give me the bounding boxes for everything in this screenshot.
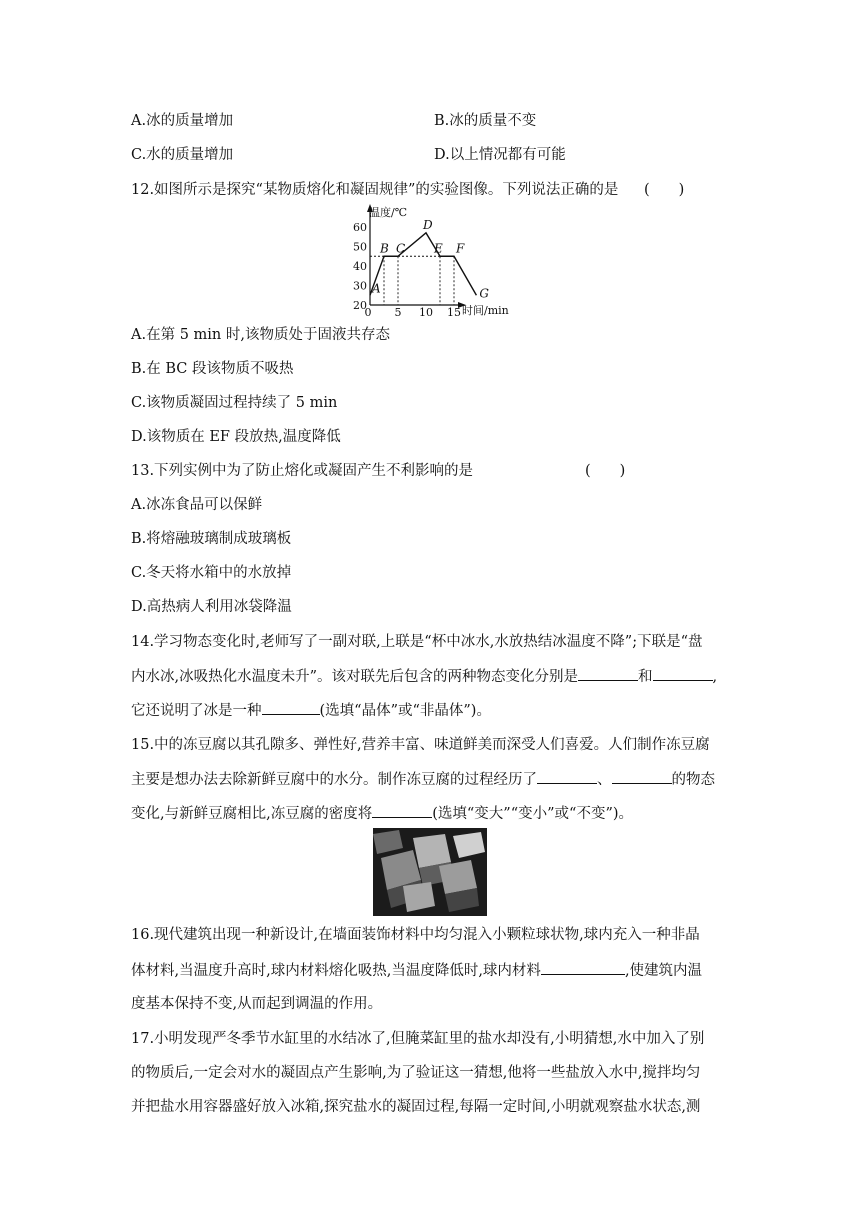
q15-line-2: 主要是想办法去除新鲜豆腐中的水分。制作冻豆腐的过程经历了 、 的物态	[131, 769, 715, 790]
chart-y-ticks	[353, 221, 367, 312]
q11-option-b: B.冰的质量不变	[434, 113, 537, 129]
q12-option-d: D.该物质在 EF 段放热,温度降低	[131, 429, 341, 445]
q13-option-a: A.冰冻食品可以保鲜	[131, 497, 263, 513]
q12-option-c: C.该物质凝固过程持续了 5 min	[131, 395, 338, 411]
chart-x-ticks	[365, 306, 462, 319]
q13-option-c: C.冬天将水箱中的水放掉	[131, 565, 292, 581]
q11-option-c: C.水的质量增加	[131, 147, 234, 163]
frozen-tofu-photo	[373, 828, 487, 916]
q11-option-d: D.以上情况都有可能	[434, 147, 566, 163]
q15-blank-3[interactable]	[372, 803, 432, 818]
chart-point-label: E	[434, 241, 443, 256]
chart-x-tick-label: 10	[419, 306, 433, 319]
chart-x-tick-label: 5	[394, 306, 402, 319]
q14-line-1: 14.学习物态变化时,老师写了一副对联,上联是“杯中冰水,水放热结冰温度不降”;下联是“盘	[131, 634, 703, 650]
q14-line-3: 它还说明了冰是一种 (选填“晶体”或“非晶体”)。	[131, 700, 491, 721]
q16-blank-1[interactable]	[541, 960, 625, 975]
chart-point-label: G	[479, 286, 489, 301]
q13-option-b: B.将熔融玻璃制成玻璃板	[131, 531, 292, 547]
q12-option-a: A.在第 5 min 时,该物质处于固液共存态	[131, 327, 390, 343]
chart-point-label: F	[456, 241, 465, 256]
melting-curve-chart	[345, 200, 515, 322]
q17-line-3: 并把盐水用容器盛好放入冰箱,探究盐水的凝固过程,每隔一定时间,小明就观察盐水状态,测	[131, 1099, 701, 1115]
q16-line-1: 16.现代建筑出现一种新设计,在墙面装饰材料中均匀混入小颗粒球状物,球内充入一种非晶	[131, 927, 700, 943]
q13-answer-paren: ( )	[585, 463, 626, 479]
chart-y-tick-label: 50	[353, 240, 367, 254]
q12-answer-paren: ( )	[644, 182, 685, 198]
q13-option-d: D.高热病人利用冰袋降温	[131, 599, 292, 615]
q15-line-3: 变化,与新鲜豆腐相比,冻豆腐的密度将 (选填“变大”“变小”或“不变”)。	[131, 803, 633, 824]
q14-blank-1[interactable]	[578, 666, 638, 681]
q17-line-1: 17.小明发现严冬季节水缸里的水结冰了,但腌菜缸里的盐水却没有,小明猜想,水中加入了别	[131, 1031, 705, 1047]
q15-blank-2[interactable]	[612, 769, 672, 784]
chart-point-label: B	[380, 241, 389, 256]
chart-y-tick-label: 30	[353, 279, 367, 293]
q15-line-1: 15.中的冻豆腐以其孔隙多、弹性好,营养丰富、味道鲜美而深受人们喜爱。人们制作冻豆腐	[131, 737, 710, 753]
chart-x-tick-label: 0	[364, 306, 372, 319]
q12-option-b: B.在 BC 段该物质不吸热	[131, 361, 294, 377]
chart-y-tick-label: 40	[353, 260, 367, 273]
q17-line-2: 的物质后,一定会对水的凝固点产生影响,为了验证这一猜想,他将一些盐放入水中,搅拌均匀	[131, 1065, 701, 1081]
q16-line-3: 度基本保持不变,从而起到调温的作用。	[131, 996, 383, 1012]
chart-ylabel: 温度/℃	[369, 206, 408, 219]
q14-blank-2[interactable]	[653, 666, 713, 681]
chart-x-tick-label: 15	[447, 306, 461, 319]
chart-y-tick-label: 20	[353, 299, 367, 312]
q16-line-2: 体材料,当温度升高时,球内材料熔化吸热,当温度降低时,球内材料 ,使建筑内温	[131, 960, 702, 981]
q11-option-a: A.冰的质量增加	[131, 113, 234, 129]
chart-y-tick-label: 60	[353, 221, 367, 234]
chart-point-label: A	[372, 281, 381, 296]
q14-line-2: 内水冰,冰吸热化水温度未升”。该对联先后包含的两种物态变化分别是 和 ,	[131, 666, 717, 687]
chart-guides	[370, 256, 454, 305]
chart-point-label: D	[423, 217, 433, 232]
q12-stem: 12.如图所示是探究“某物质熔化和凝固规律”的实验图像。下列说法正确的是	[131, 182, 619, 198]
chart-xlabel: 时间/min	[462, 304, 509, 317]
chart-point-label: C	[396, 241, 406, 256]
q14-blank-3[interactable]	[262, 700, 320, 715]
q15-blank-1[interactable]	[537, 769, 597, 784]
q13-stem: 13.下列实例中为了防止熔化或凝固产生不利影响的是	[131, 463, 474, 479]
